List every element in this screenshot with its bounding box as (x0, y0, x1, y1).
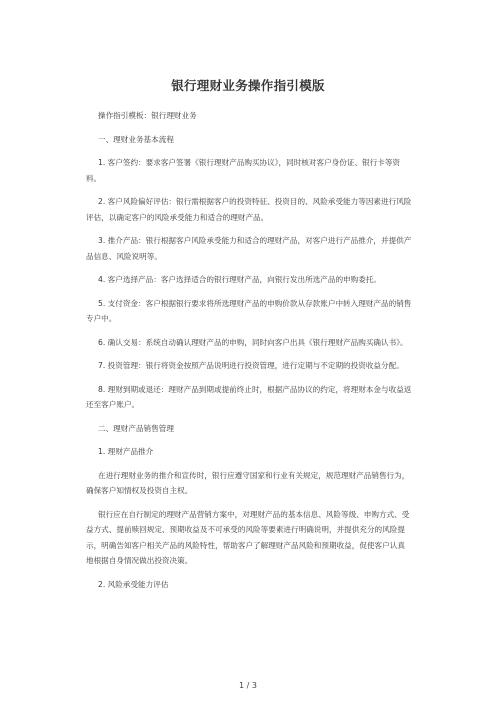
paragraph: 6. 确认交易：系统自动确认理财产品的申购，同时向客户出具《银行理财产品购买确认书》。 (98, 337, 408, 347)
paragraph: 操作指引模板：银行理财业务 (98, 111, 197, 120)
paragraph: 银行应在自行制定的理财产品营销方案中，对理财产品的基本信息、风险等级、申购方式、受益方式、提前赎回规定、预期收益及不可承受的风险等要素进行明确说明，并提供充分的风险提示，明确告知客户相关产品的风险特性，帮助客户了解理财产品风险和预期收益，促使客户认真地根据自身情况做出投资决策。 (86, 509, 410, 565)
paragraph: 2. 客户风险偏好评估：银行需根据客户的投资特征、投资目的、风险承受能力等因素进行风险评估，以确定客户的风险承受能力和适合的理财产品。 (86, 197, 412, 222)
subsection-heading: 1. 理财产品推介 (98, 447, 154, 456)
paragraph: 8. 理财到期或退还：理财产品到期或提前终止时，根据产品协议的约定，将理财本金与收益返还至客户账户。 (86, 384, 412, 409)
subsection-heading: 2. 风险承受能力评估 (98, 579, 169, 589)
paragraph: 3. 推介产品：银行根据客户风险承受能力和适合的理财产品，对客户进行产品推介，并提供产品信息、风险说明等。 (86, 236, 412, 261)
document-title: 银行理财业务操作指引模版 (171, 78, 325, 93)
section-heading: 二、理财产品销售管理 (98, 423, 174, 433)
section-heading: 一、理财业务基本流程 (98, 134, 174, 144)
document-body (86, 108, 412, 600)
paragraph: 5. 支付资金：客户根据银行要求将所选理财产品的申购价款从存款账户中转入理财产品的销售专户中。 (86, 298, 412, 323)
paragraph: 在进行理财业务的推介和宣传时，银行应遵守国家和行业有关规定，规范理财产品销售行为，确保客户知情权及投资自主权。 (86, 470, 410, 495)
page-indicator: 1 / 3 (239, 681, 257, 690)
paragraph: 4. 客户选择产品：客户选择适合的银行理财产品，向银行发出所选产品的申购委托。 (98, 275, 382, 284)
paragraph: 1. 客户签约：要求客户签署《银行理财产品购买协议》，同时核对客户身份证、银行卡等资料。 (86, 158, 401, 183)
paragraph: 7. 投资管理：银行将资金按照产品说明进行投资管理，进行定期与不定期的投资收益分配。 (98, 361, 404, 370)
